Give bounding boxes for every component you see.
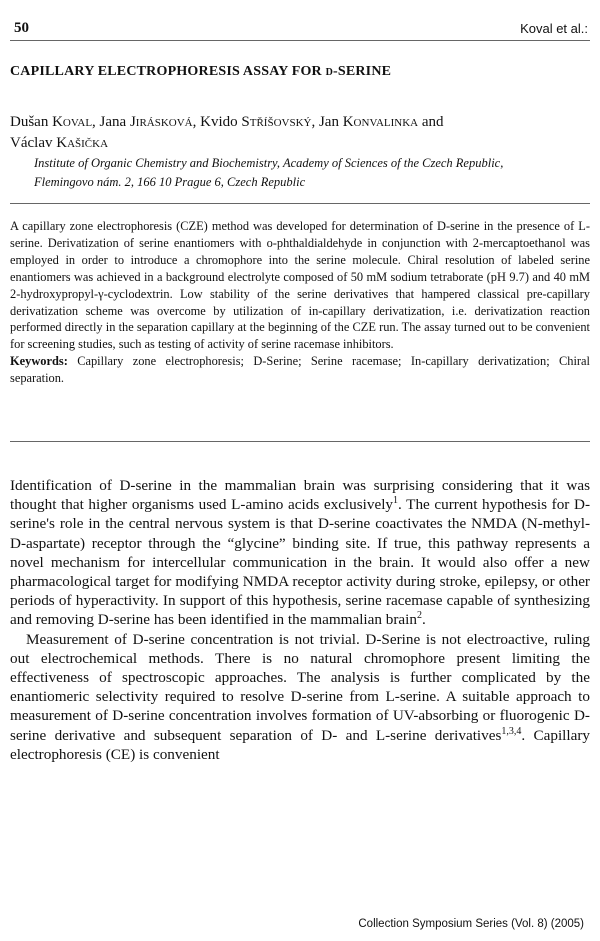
paragraph-text: . bbox=[421, 611, 426, 629]
paragraph-text: . Capillary electrophoresis (CE) is convenient bbox=[10, 726, 591, 763]
author-list bbox=[10, 112, 585, 154]
author-first: Dušan bbox=[10, 114, 53, 130]
author-last: Kašička bbox=[56, 135, 109, 151]
abstract-bottom-rule bbox=[10, 441, 590, 442]
abstract-top-rule bbox=[10, 203, 590, 204]
author-last: Stříšovský bbox=[241, 114, 312, 130]
article-title bbox=[10, 64, 391, 80]
paragraph-text: Identification of D-serine in the mammalian brain was surprising considering that it was thought that higher organisms used L-amino acids exclusively bbox=[10, 477, 590, 514]
running-head: Koval et al.: bbox=[520, 21, 588, 36]
affiliation bbox=[34, 154, 584, 192]
body-text bbox=[10, 476, 590, 764]
citation: 2 bbox=[416, 610, 422, 622]
author-separator: , bbox=[92, 114, 100, 130]
author-separator: , bbox=[192, 114, 201, 130]
author-last: Koval bbox=[52, 114, 93, 130]
title-tail: -SERINE bbox=[332, 64, 392, 79]
citation: 1 bbox=[393, 495, 399, 507]
keywords-label: Keywords: bbox=[10, 354, 68, 369]
paragraph bbox=[10, 630, 590, 764]
paragraph-text: . The current hypothesis for D-serine's role in the central nervous system is that D-serine coactivates the NMDA (N-methyl-D-aspartate) receptor through the “glycine” binding site. If true, this pathway represents a novel mechanism for intercellular communication in the brain. It would also offer a new pharmacological target for modifying NMDA receptor activity during stroke, epilepsy, or other periods of hyperactivity. In support of this hypothesis, serine racemase capable of synthesizing and removing D-serine has been identified in the mammalian brain bbox=[10, 496, 590, 629]
paragraph bbox=[10, 476, 590, 630]
keywords bbox=[10, 353, 590, 387]
author-first: Jan bbox=[318, 114, 343, 130]
citation: 1,3,4 bbox=[501, 725, 522, 737]
affiliation-line: Institute of Organic Chemistry and Biochemistry, Academy of Sciences of the Czech Republic, bbox=[34, 156, 504, 170]
author-separator: , bbox=[311, 114, 319, 130]
page-number: 50 bbox=[14, 20, 29, 36]
abstract bbox=[10, 218, 590, 387]
author-last: Konvalinka bbox=[342, 114, 419, 130]
title-main: CAPILLARY ELECTROPHORESIS ASSAY FOR bbox=[10, 64, 326, 79]
abstract-text: A capillary zone electrophoresis (CZE) method was developed for determination of D-serine in the presence of L-serine. Derivatization of serine enantiomers with o-phthaldialdehyde in conjunction with 2-mercaptoethanol was employed in order to introduce a chromophore into the serine molecule. Chiral resolution of labeled serine enantiomers was achieved in a background electrolyte composed of 50 mM sodium tetraborate (pH 9.7) and 40 mM 2-hydroxypropyl-γ-cyclodextrin. Low stability of the serine derivatives that hampered classical pre-capillary derivatization scheme was overcome by utilization of in-capillary derivatization, i.e. derivatization reaction performed directly in the separation capillary at the beginning of the CZE run. The assay turned out to be convenient for screening studies, such as testing of activity of serine racemase inhibitors. bbox=[10, 219, 590, 352]
affiliation-line: Flemingovo nám. 2, 166 10 Prague 6, Czech Republic bbox=[34, 175, 306, 189]
keywords-list: Capillary zone electrophoresis; D-Serine; Serine racemase; In-capillary derivatization; Chiral separation. bbox=[10, 354, 590, 386]
author-first: Jana bbox=[99, 114, 130, 130]
header-rule bbox=[10, 40, 590, 41]
paragraph-text: Measurement of D-serine concentration is not trivial. D-Serine is not electroactive, ruling out electrochemical methods. There is no natural chromophore present limiting the effectiveness of spectroscopic approaches. The analysis is further complicated by the enantiomeric selectivity required to resolve D-serine from L-serine. A suitable approach to measurement of D-serine concentration involves formation of UV-absorbing or fluorogenic D-serine derivative and subsequent separation of D- and L-serine derivatives bbox=[10, 630, 590, 744]
author-first: Kvido bbox=[200, 114, 242, 130]
title-d-prefix: d bbox=[325, 64, 333, 79]
footer-series: Collection Symposium Series (Vol. 8) (2005) bbox=[358, 918, 584, 930]
author-last: Jirásková bbox=[129, 114, 193, 130]
author-first: Václav bbox=[10, 135, 57, 151]
author-and: and bbox=[418, 114, 444, 130]
